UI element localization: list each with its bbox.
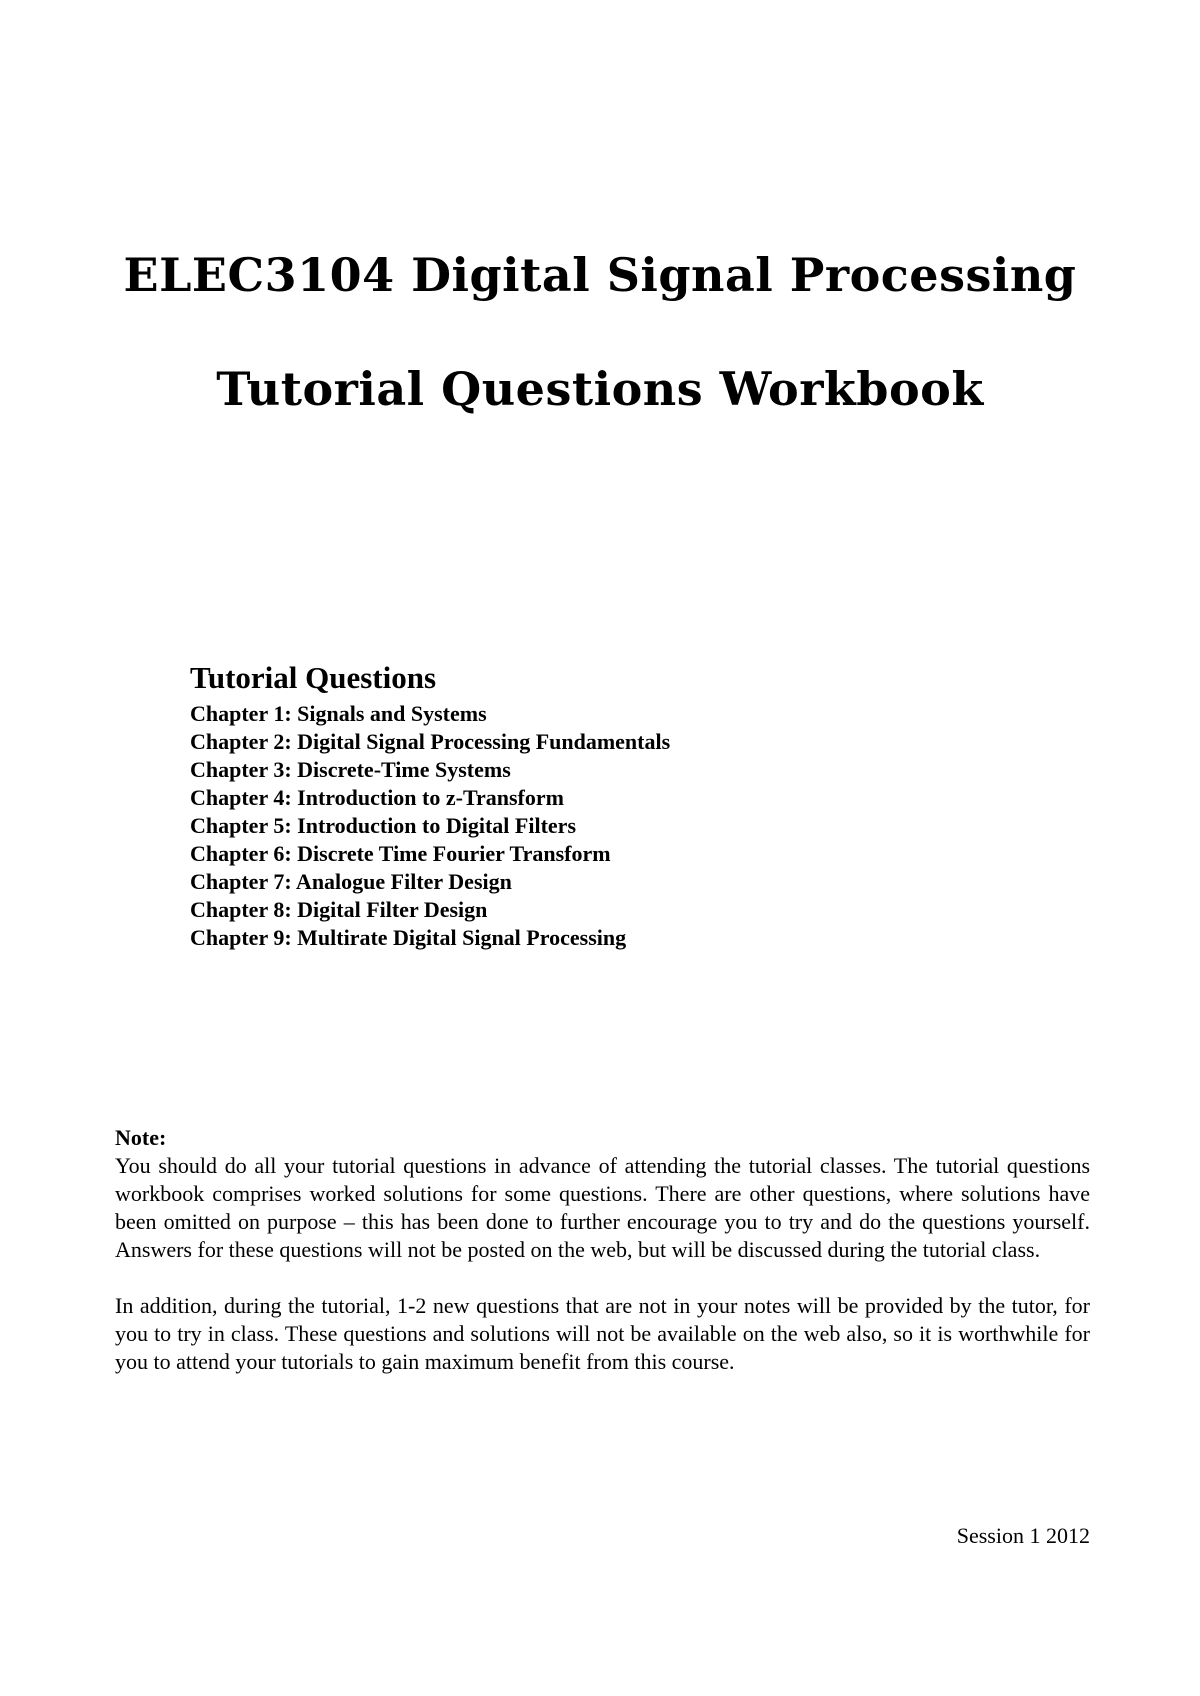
note-section [115,1124,1090,1376]
chapter-item: Chapter 3: Discrete-Time Systems [190,757,511,782]
chapter-item: Chapter 9: Multirate Digital Signal Processing [190,925,627,950]
session-label: Session 1 2012 [956,1523,1090,1548]
chapter-item: Chapter 8: Digital Filter Design [190,897,488,922]
chapter-item: Chapter 1: Signals and Systems [190,701,487,726]
note-paragraph: You should do all your tutorial questions in advance of attending the tutorial classes. The tutorial questions workbook comprises worked solutions for some questions. There are other questions, where solutions have been omitted on purpose – this has been done to further encourage you to try and do the questions yourself. Answers for these questions will not be posted on the web, but will be discussed during the tutorial class. [115,1153,1090,1262]
document-subtitle: Tutorial Questions Workbook [216,362,984,416]
chapter-list [190,700,990,952]
chapter-item: Chapter 2: Digital Signal Processing Fundamentals [190,729,671,754]
note-label: Note: [115,1125,167,1150]
chapter-item: Chapter 6: Discrete Time Fourier Transform [190,841,611,866]
chapter-item: Chapter 4: Introduction to z-Transform [190,785,564,810]
table-of-contents [190,660,990,952]
note-paragraph: In addition, during the tutorial, 1-2 new questions that are not in your notes will be provided by the tutor, for you to try in class. These questions and solutions will not be available on the web also, so it is worthwhile for you to attend your tutorials to gain maximum benefit from this course. [115,1293,1090,1374]
chapter-item: Chapter 5: Introduction to Digital Filters [190,813,576,838]
chapter-item: Chapter 7: Analogue Filter Design [190,869,512,894]
toc-heading: Tutorial Questions [190,660,437,695]
document-title: ELEC3104 Digital Signal Processing [123,248,1077,302]
